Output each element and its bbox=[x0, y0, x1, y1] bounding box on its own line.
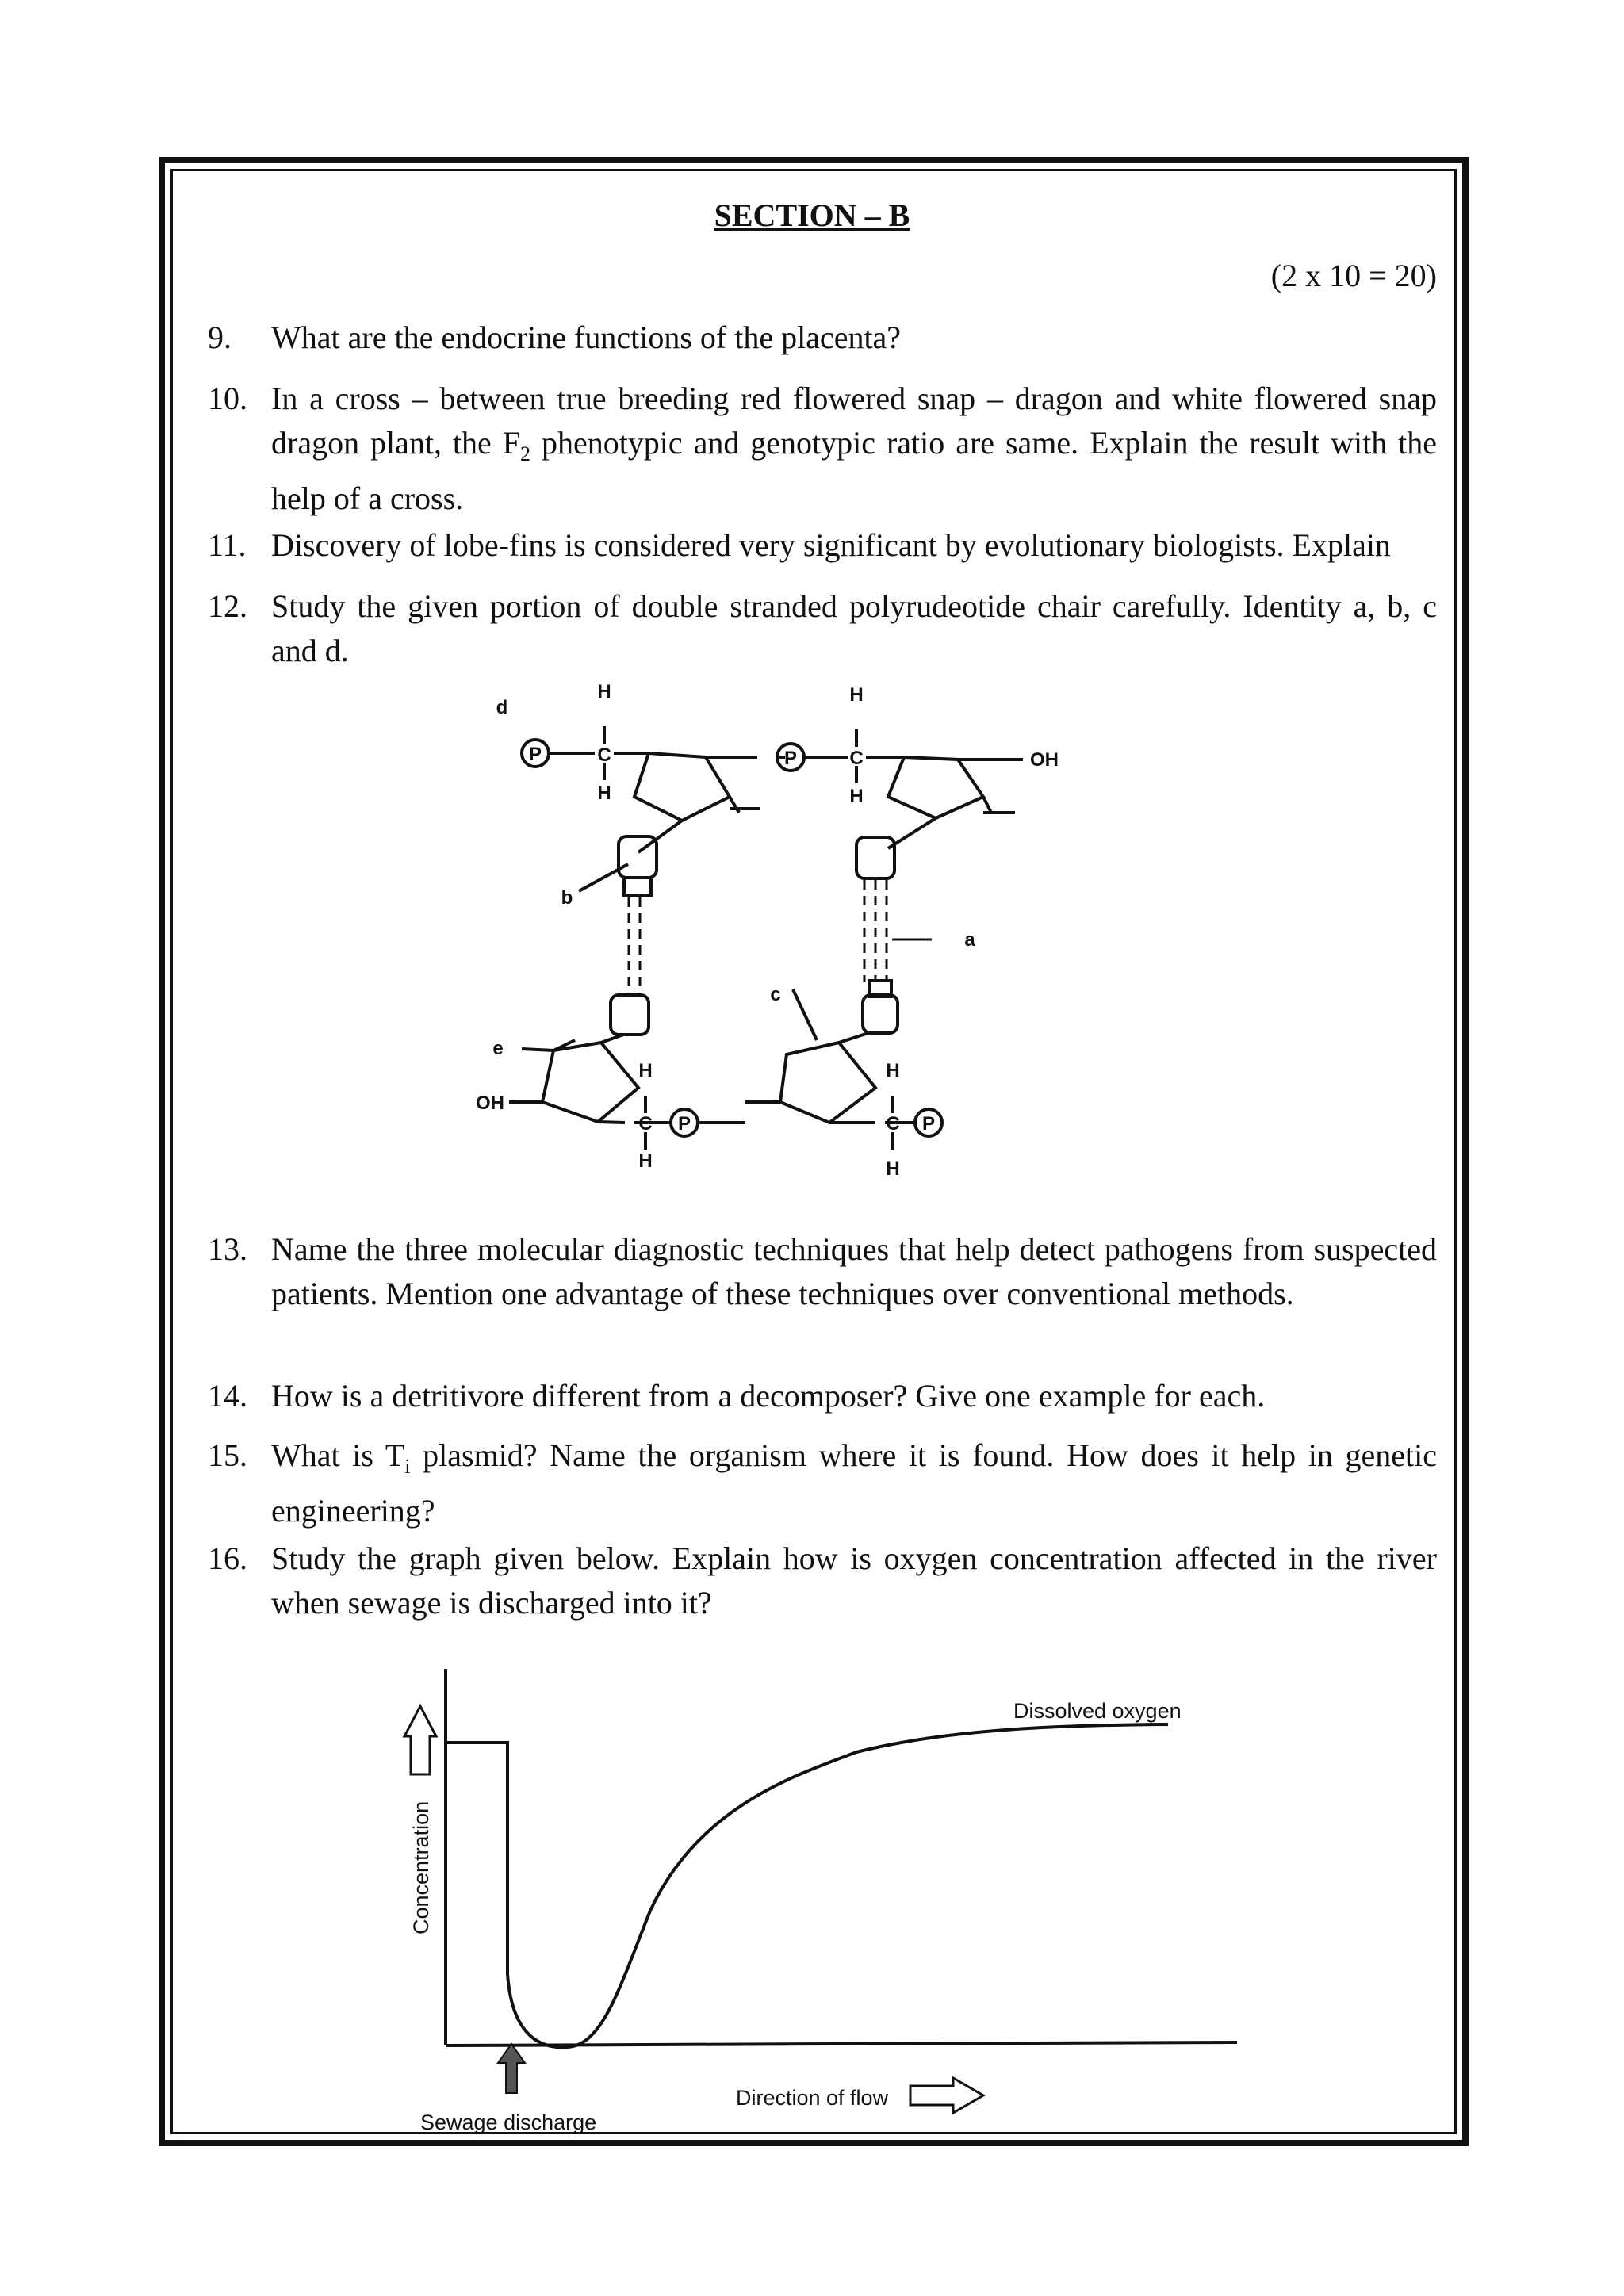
section-marks: (2 x 10 = 20) bbox=[1270, 258, 1437, 293]
svg-text:C: C bbox=[597, 744, 611, 766]
label-d: d bbox=[496, 697, 508, 718]
y-axis-label: Concentration bbox=[409, 1800, 433, 1934]
oxygen-graph bbox=[381, 1649, 1269, 2141]
dna-strand-diagram bbox=[444, 682, 1094, 1189]
svg-text:C: C bbox=[849, 748, 864, 769]
question-11 bbox=[208, 523, 1437, 568]
sewage-discharge-arrow-icon bbox=[498, 2044, 525, 2093]
label-b: b bbox=[561, 887, 573, 909]
dissolved-oxygen-curve bbox=[446, 1724, 1168, 2047]
svg-text:H: H bbox=[638, 1150, 653, 1172]
question-14 bbox=[208, 1374, 1437, 1418]
svg-text:P: P bbox=[677, 1113, 691, 1135]
svg-text:H: H bbox=[849, 786, 864, 807]
svg-text:P: P bbox=[921, 1113, 936, 1135]
svg-text:H: H bbox=[597, 682, 611, 702]
section-title: SECTION – B bbox=[714, 197, 910, 233]
svg-text:OH: OH bbox=[1030, 749, 1059, 771]
question-number: 9. bbox=[208, 320, 232, 355]
question-text: Name the three molecular diagnostic techniques that help detect pathogens from suspected patients. Mention one advantage of these techniques over conventional methods. bbox=[271, 1231, 1437, 1311]
svg-text:H: H bbox=[886, 1060, 900, 1081]
question-text: How is a detritivore different from a decomposer? Give one example for each. bbox=[271, 1378, 1266, 1414]
up-arrow-icon bbox=[404, 1706, 436, 1774]
question-text: What are the endocrine functions of the placenta? bbox=[271, 320, 902, 355]
question-text: Study the graph given below. Explain how is oxygen concentration affected in the river when sewage is discharged into it? bbox=[271, 1540, 1437, 1621]
question-text: In a cross – between true breeding red flowered snap – dragon and white flowered snap dragon plant, the $F_2$ phenotypic and genotypic ratio are same. Explain the result with the help of a cross. bbox=[271, 381, 1438, 516]
question-9 bbox=[208, 316, 1437, 360]
svg-text:OH: OH bbox=[476, 1093, 504, 1114]
question-number: 10. bbox=[208, 381, 247, 416]
question-number: 13. bbox=[208, 1231, 247, 1267]
question-13 bbox=[208, 1227, 1437, 1316]
question-number: 14. bbox=[208, 1378, 247, 1414]
question-text: Discovery of lobe-fins is considered very significant by evolutionary biologists. Explain bbox=[271, 527, 1391, 563]
question-10 bbox=[208, 377, 1437, 521]
curve-label: Dissolved oxygen bbox=[1013, 1699, 1182, 1723]
right-arrow-icon bbox=[910, 2078, 983, 2113]
question-number: 16. bbox=[208, 1540, 247, 1576]
question-12 bbox=[208, 584, 1437, 673]
x-axis-label: Direction of flow bbox=[736, 2086, 889, 2110]
question-number: 11. bbox=[208, 527, 247, 563]
sewage-discharge-label: Sewage discharge bbox=[420, 2110, 597, 2134]
svg-text:H: H bbox=[597, 783, 611, 804]
svg-text:H: H bbox=[638, 1060, 653, 1081]
question-15 bbox=[208, 1433, 1437, 1533]
svg-text:C: C bbox=[886, 1113, 900, 1135]
question-16 bbox=[208, 1536, 1437, 1625]
label-e: e bbox=[492, 1038, 504, 1059]
svg-text:H: H bbox=[849, 684, 864, 706]
x-axis bbox=[446, 2042, 1237, 2045]
label-a: a bbox=[964, 929, 975, 951]
svg-text:P: P bbox=[783, 748, 798, 769]
question-text: What is $T_i$ plasmid? Name the organism where it is found. How does it help in genetic engineering? bbox=[271, 1437, 1437, 1529]
svg-text:P: P bbox=[528, 744, 542, 765]
question-number: 12. bbox=[208, 588, 247, 624]
label-c: c bbox=[770, 984, 781, 1005]
question-text: Study the given portion of double stranded polyrudeotide chair carefully. Identity a, b, c and d. bbox=[271, 588, 1437, 668]
svg-text:C: C bbox=[638, 1113, 653, 1135]
svg-text:H: H bbox=[886, 1158, 900, 1180]
question-number: 15. bbox=[208, 1437, 247, 1473]
